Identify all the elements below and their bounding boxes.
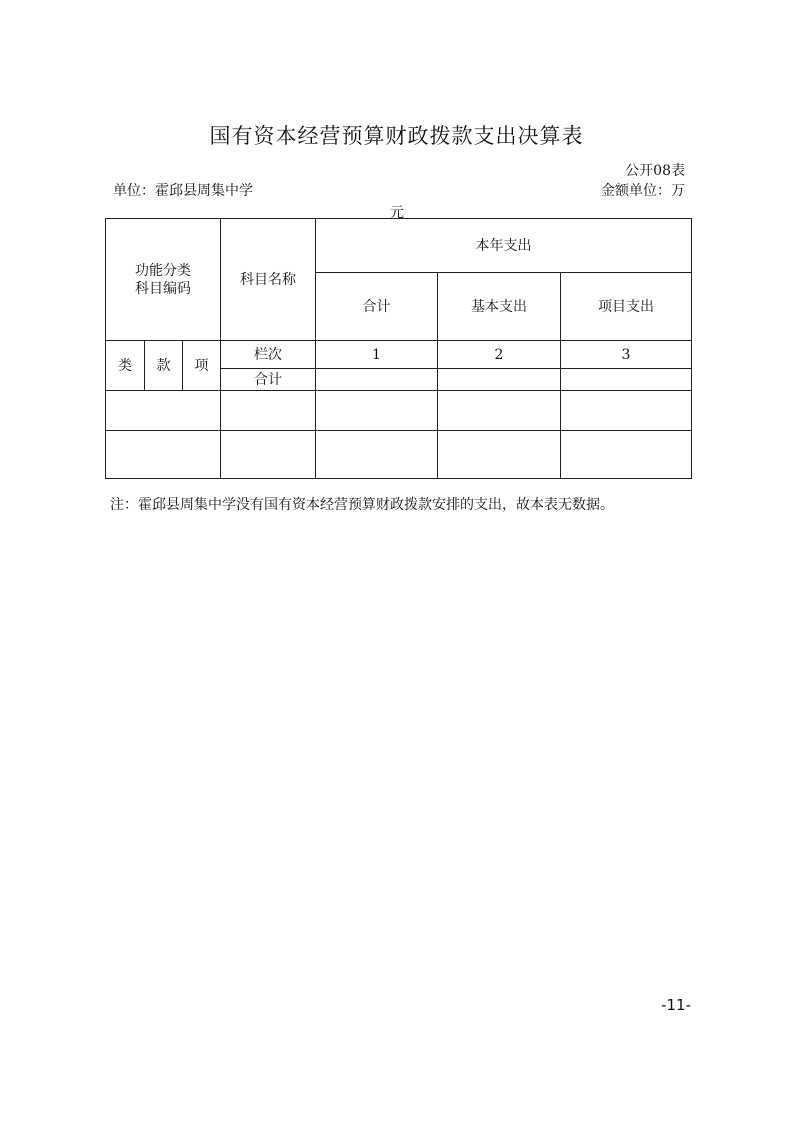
- func-class-header: [106, 219, 221, 341]
- lanci-value-3: 3: [561, 341, 692, 369]
- lanci-cell: 栏次: [221, 341, 316, 369]
- table-row: [106, 391, 692, 431]
- func-class-line2: 科目编码: [135, 280, 191, 297]
- table-row: [106, 431, 692, 479]
- total-row-cell: [438, 369, 561, 391]
- basic-expense-header: 基本支出: [438, 273, 561, 341]
- project-expense-header: 项目支出: [561, 273, 692, 341]
- total-header: 合计: [316, 273, 438, 341]
- amount-unit-wrap: 元: [390, 205, 404, 221]
- table-cell: [561, 391, 692, 431]
- table-cell: [438, 431, 561, 479]
- header-row-1: [106, 219, 692, 273]
- func-class-line1: 功能分类: [135, 262, 191, 279]
- lanci-row: [106, 341, 692, 369]
- kuan-cell: 款: [145, 341, 183, 391]
- total-row-cell: [561, 369, 692, 391]
- unit-label: 单位：霍邱县周集中学: [113, 183, 253, 199]
- table-cell: [106, 391, 221, 431]
- table-cell: [221, 391, 316, 431]
- form-number: 公开08表: [625, 163, 685, 179]
- table-cell: [438, 391, 561, 431]
- table-cell: [316, 391, 438, 431]
- page-number: -11-: [661, 996, 691, 1014]
- total-row-label: 合计: [221, 369, 316, 391]
- subject-name-header: 科目名称: [221, 219, 316, 341]
- total-row-cell: [316, 369, 438, 391]
- table-cell: [316, 431, 438, 479]
- table-cell: [561, 431, 692, 479]
- footnote: 注：霍邱县周集中学没有国有资本经营预算财政拨款安排的支出，故本表无数据。: [110, 497, 614, 513]
- expense-table: [105, 218, 692, 479]
- amount-unit-label: 金额单位：万: [601, 183, 685, 199]
- lanci-value-2: 2: [438, 341, 561, 369]
- table-cell: [106, 431, 221, 479]
- page-title: 国有资本经营预算财政拨款支出决算表: [209, 124, 584, 148]
- table-cell: [221, 431, 316, 479]
- xiang-cell: 项: [183, 341, 221, 391]
- this-year-expense-header: 本年支出: [316, 219, 692, 273]
- lei-cell: 类: [106, 341, 145, 391]
- lanci-value-1: 1: [316, 341, 438, 369]
